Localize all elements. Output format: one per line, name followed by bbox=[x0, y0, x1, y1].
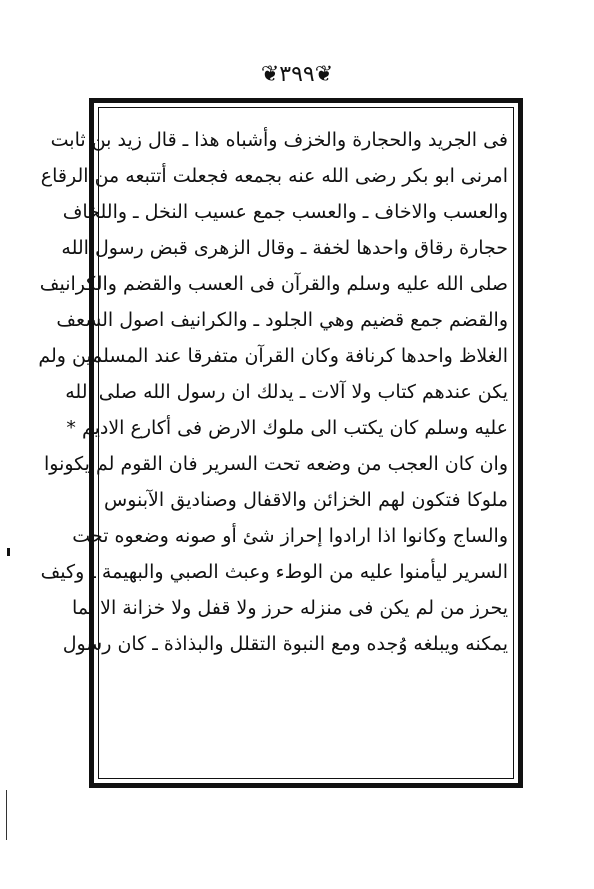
text-line: عليه وسلم كان يكتب الى ملوك الارض فى أكارع الاديم * bbox=[66, 417, 508, 439]
scan-margin-mark bbox=[7, 548, 10, 556]
text-line: حجارة رقاق واحدها لخفة ـ وقال الزهرى قبض رسول الله bbox=[61, 237, 508, 259]
scan-margin-line bbox=[6, 790, 7, 840]
text-line: السرير ليأمنوا عليه من الوطء وعبث الصبي والبهيمة ـ وكيف bbox=[40, 561, 508, 583]
text-line: الغلاظ واحدها كرنافة وكان القرآن متفرقا عند المسلمين ولم bbox=[38, 345, 508, 367]
text-line: والساج وكانوا اذا ارادوا إحراز شئ أو صونه وضعوه تحت bbox=[72, 525, 508, 547]
text-line: امرنى ابو بكر رضى الله عنه بجمعه فجعلت أتتبعه من الرقاع bbox=[40, 165, 508, 187]
text-line: يمكنه ويبلغه وُجده ومع النبوة التقلل والبذاذة ـ كان رسول bbox=[62, 633, 508, 655]
text-line: وان كان العجب من وضعه تحت السرير فان القوم لم يكونوا bbox=[43, 453, 508, 475]
text-line: يكن عندهم كتاب ولا آلات ـ يدلك ان رسول الله صلى الله bbox=[65, 381, 508, 403]
text-line: والقضم جمع قضيم وهي الجلود ـ والكرانيف اصول السعف bbox=[56, 309, 508, 331]
page-number: ❦٣٩٩❦ bbox=[260, 62, 334, 87]
text-line: فى الجريد والحجارة والخزف وأشباه هذا ـ قال زيد بن ثابت bbox=[50, 129, 508, 151]
text-line: والعسب والاخاف ـ والعسب جمع عسيب النخل ـ واللخاف bbox=[62, 201, 508, 223]
text-line: يحرز من لم يكن فى منزله حرز ولا قفل ولا خزانة الا بما bbox=[72, 597, 508, 619]
text-line: صلى الله عليه وسلم والقرآن فى العسب والقضم والكرانيف bbox=[39, 273, 508, 295]
body-text bbox=[38, 122, 508, 662]
text-line: ملوكا فتكون لهم الخزائن والاقفال وصناديق الآبنوس bbox=[104, 489, 508, 511]
